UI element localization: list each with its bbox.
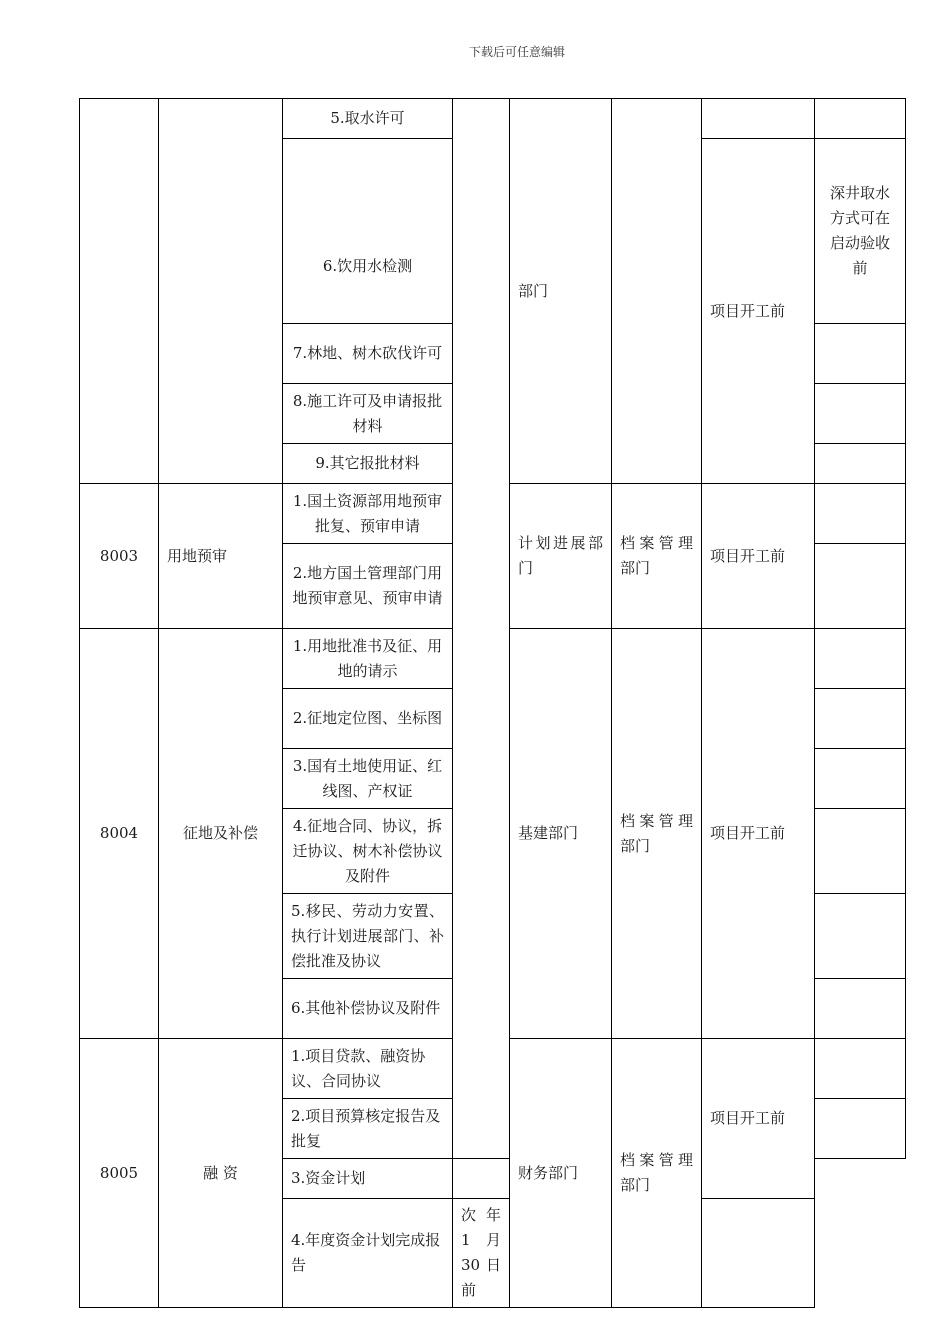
header-note: 下载后可任意编辑 [468,45,565,59]
note-cell [815,894,906,979]
time-cell: 项目开工前 [702,629,815,1039]
dept-cell: 部门 [510,99,612,484]
item-cell: 1.国土资源部用地预审批复、预审申请 [283,484,453,544]
item-cell: 5.移民、劳动力安置、执行计划进展部门、补偿批准及协议 [283,894,453,979]
note-cell [815,689,906,749]
time-cell: 项目开工前 [702,139,815,484]
archive-cell: 档案管理部门 [612,629,702,1039]
item-cell: 2.项目预算核定报告及批复 [283,1099,453,1159]
item-cell: 1.项目贷款、融资协议、合同协议 [283,1039,453,1099]
time-cell [702,99,815,139]
item-cell: 8.施工许可及申请报批材料 [283,384,453,444]
code-cell [80,99,159,484]
archive-cell: 档案管理部门 [612,484,702,629]
item-cell: 2.征地定位图、坐标图 [283,689,453,749]
time-cell: 次年 1 月 30 日前 [453,1199,510,1308]
note-cell [815,99,906,139]
note-cell [702,1199,815,1308]
item-cell: 6.饮用水检测 [283,139,453,324]
note-cell: 深井取水方式可在启动验收前 [815,139,906,324]
code-cell: 8003 [80,484,159,629]
note-cell [815,544,906,629]
dept-cell: 财务部门 [510,1039,612,1308]
item-cell: 4.征地合同、协议，拆迁协议、树木补偿协议及附件 [283,809,453,894]
item-cell: 3.国有土地使用证、红线图、产权证 [283,749,453,809]
code-cell: 8005 [80,1039,159,1308]
name-cell: 用地预审 [159,484,283,629]
item-cell: 4.年度资金计划完成报告 [283,1199,453,1308]
code-cell: 8004 [80,629,159,1039]
dept-cell: 计划进展部门 [510,484,612,629]
blank-column [453,99,510,1159]
note-cell [815,384,906,444]
note-cell [815,324,906,384]
item-cell: 5.取水许可 [283,99,453,139]
item-cell: 3.资金计划 [283,1159,453,1199]
name-cell: 征地及补偿 [159,629,283,1039]
item-cell: 2.地方国土管理部门用地预审意见、预审申请 [283,544,453,629]
note-cell [815,1099,906,1159]
item-cell: 7.林地、树木砍伐许可 [283,324,453,384]
note-cell [815,749,906,809]
archive-cell [612,99,702,484]
archive-table [79,98,906,1308]
note-cell [815,809,906,894]
note-cell [815,444,906,484]
note-cell [815,979,906,1039]
item-cell: 1.用地批准书及征、用地的请示 [283,629,453,689]
note-cell [453,1159,510,1199]
archive-cell: 档案管理部门 [612,1039,702,1308]
note-cell [815,629,906,689]
item-cell: 6.其他补偿协议及附件 [283,979,453,1039]
item-cell: 9.其它报批材料 [283,444,453,484]
time-cell: 项目开工前 [702,484,815,629]
time-cell: 项目开工前 [702,1039,815,1199]
note-cell [815,484,906,544]
note-cell [815,1039,906,1099]
name-cell: 融 资 [159,1039,283,1308]
name-cell [159,99,283,484]
dept-cell: 基建部门 [510,629,612,1039]
